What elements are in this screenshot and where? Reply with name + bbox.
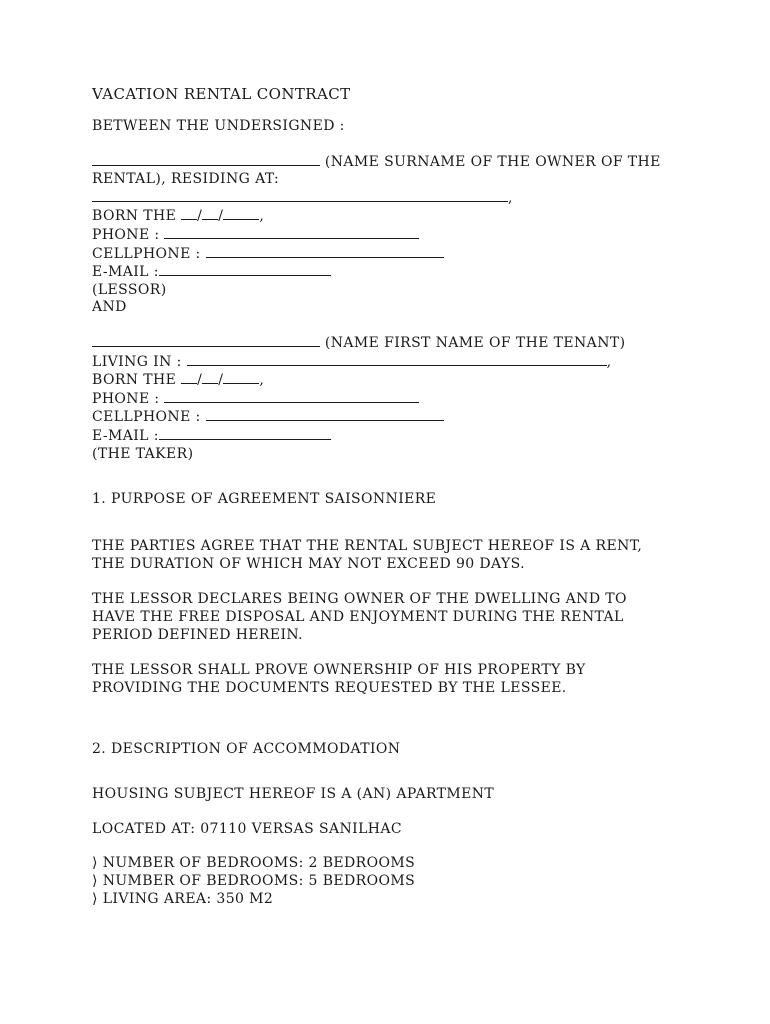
section1-heading: 1. PURPOSE OF AGREEMENT SAISONNIERE [92, 491, 437, 508]
owner-address-blank[interactable] [92, 189, 508, 202]
owner-name-hint: (NAME SURNAME OF THE OWNER OF THE [324, 153, 661, 170]
owner-cellphone-line [92, 245, 712, 264]
owner-born-label: BORN THE [92, 208, 177, 225]
list-item: ⟩ NUMBER OF BEDROOMS: 2 BEDROOMS [92, 855, 416, 872]
housing-type: HOUSING SUBJECT HEREOF IS A (AN) APARTMENT [92, 786, 495, 803]
section1-paragraph-2: THE LESSOR DECLARES BEING OWNER OF THE DWELLING AND TO HAVE THE FREE DISPOSAL AND ENJOYMENT DURING THE RENTAL PERIOD DEFINED HEREIN. [92, 590, 627, 643]
tenant-living-blank[interactable] [187, 353, 607, 366]
owner-phone-label: PHONE : [92, 226, 160, 243]
tenant-cellphone-blank[interactable] [206, 408, 444, 421]
tenant-email-line [92, 427, 712, 446]
tenant-email-blank[interactable] [159, 427, 331, 440]
tenant-born-label: BORN THE [92, 372, 177, 389]
intro-text: BETWEEN THE UNDERSIGNED : [92, 118, 345, 134]
document-title: VACATION RENTAL CONTRACT [92, 85, 351, 103]
tenant-name-hint: (NAME FIRST NAME OF THE TENANT) [324, 334, 626, 351]
location: LOCATED AT: 07110 VERSAS SANILHAC [92, 820, 403, 837]
tenant-email-label: E-MAIL : [92, 427, 159, 444]
owner-email-label: E-MAIL : [92, 264, 159, 281]
owner-born-year-blank[interactable] [223, 207, 259, 220]
tenant-living-line: LIVING IN : , [92, 353, 612, 370]
owner-born-month-blank[interactable] [202, 207, 218, 220]
owner-cellphone-label: CELLPHONE : [92, 245, 201, 262]
owner-residing-label: RENTAL), RESIDING AT: [92, 171, 280, 188]
section2-heading: 2. DESCRIPTION OF ACCOMMODATION [92, 740, 401, 757]
owner-phone-line [92, 226, 712, 245]
tenant-phone-line [92, 390, 712, 409]
owner-born-line: BORN THE / / , [92, 208, 265, 225]
tenant-born-line: BORN THE / / , [92, 372, 265, 389]
tenant-name-line [92, 334, 712, 353]
owner-role: (LESSOR) [92, 281, 167, 298]
list-item: ⟩ NUMBER OF BEDROOMS: 5 BEDROOMS [92, 873, 416, 890]
and-text: AND [92, 299, 127, 316]
tenant-born-year-blank[interactable] [223, 371, 259, 384]
section1-paragraph-1: THE PARTIES AGREE THAT THE RENTAL SUBJECT HEREOF IS A RENT, THE DURATION OF WHICH MAY NOT EXCEED 90 DAYS. [92, 537, 643, 572]
tenant-role: (THE TAKER) [92, 445, 194, 462]
owner-email-blank[interactable] [159, 263, 331, 276]
tenant-cellphone-label: CELLPHONE : [92, 409, 201, 426]
owner-address-line: , [92, 189, 712, 208]
tenant-phone-label: PHONE : [92, 390, 160, 407]
tenant-born-month-blank[interactable] [202, 371, 218, 384]
list-item: ⟩ LIVING AREA: 350 M2 [92, 890, 274, 907]
owner-name-line [92, 153, 712, 172]
owner-email-line [92, 263, 712, 282]
owner-name-blank[interactable] [92, 153, 320, 166]
owner-born-day-blank[interactable] [181, 207, 197, 220]
section1-paragraph-3: THE LESSOR SHALL PROVE OWNERSHIP OF HIS PROPERTY BY PROVIDING THE DOCUMENTS REQUESTED BY THE LESSEE. [92, 661, 586, 696]
tenant-name-blank[interactable] [92, 334, 320, 347]
tenant-phone-blank[interactable] [164, 390, 419, 403]
owner-cellphone-blank[interactable] [206, 245, 444, 258]
tenant-living-label: LIVING IN : [92, 353, 182, 370]
tenant-cellphone-line [92, 408, 712, 427]
contract-body [92, 84, 712, 908]
owner-phone-blank[interactable] [164, 226, 419, 239]
tenant-born-day-blank[interactable] [181, 371, 197, 384]
